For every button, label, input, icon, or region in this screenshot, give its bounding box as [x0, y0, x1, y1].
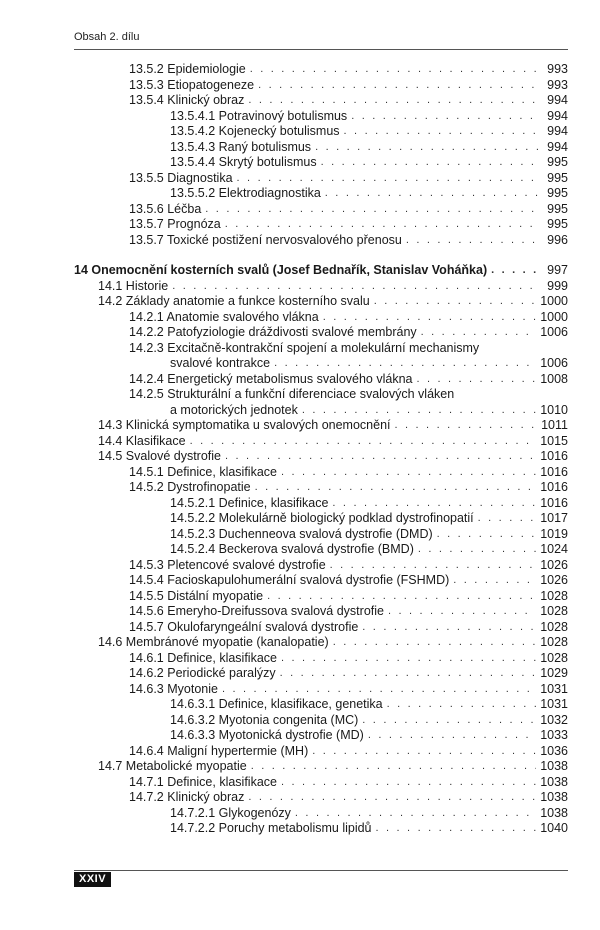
toc-entry-label: 14.6.2 Periodické paralýzy — [129, 666, 276, 680]
toc-entry-label: 13.5.2 Epidemiologie — [129, 62, 246, 76]
toc-entry — [74, 604, 568, 620]
toc-entry-label: 14.5.2 Dystrofinopatie — [129, 480, 251, 494]
toc-entry — [74, 325, 568, 341]
dot-leader — [315, 140, 540, 156]
toc-entry-label: 14.6 Membránové myopatie (kanalopatie) — [98, 635, 329, 649]
toc-page-number: 1038 — [540, 774, 568, 789]
toc-entry — [74, 310, 568, 326]
dot-leader — [332, 496, 536, 512]
toc-page-number: 1028 — [540, 619, 568, 634]
toc-entry-label: 14.5.1 Definice, klasifikace — [129, 464, 277, 479]
toc-page-number: 995 — [547, 170, 568, 185]
dot-leader — [274, 356, 536, 372]
toc-entry — [74, 155, 568, 171]
dot-leader — [491, 263, 540, 279]
toc-entry — [74, 635, 568, 651]
toc-entry-label: 14.5.7 Okulofaryngeální svalová dystrofie — [129, 619, 359, 634]
dot-leader — [295, 806, 536, 822]
dot-leader — [362, 620, 536, 636]
toc-entry — [74, 728, 568, 744]
toc-entry-label: 13.5.4.2 Kojenecký botulismus — [170, 124, 340, 138]
toc-page-number: 1029 — [540, 666, 568, 680]
toc-page-number: 1038 — [540, 790, 568, 804]
toc-entry-label: a motorických jednotek — [170, 402, 298, 417]
toc-page-number: 1026 — [540, 557, 568, 572]
toc-entry — [74, 759, 568, 775]
dot-leader — [374, 294, 537, 310]
toc-entry-label: 14.1 Historie — [98, 278, 169, 293]
dot-leader — [190, 434, 537, 450]
toc-page-number: 1016 — [540, 480, 568, 494]
toc-entry-label: 14.7.2.1 Glykogenózy — [170, 805, 291, 820]
dot-leader — [325, 186, 540, 202]
toc-page-number: 1024 — [540, 542, 568, 556]
toc-entry — [74, 62, 568, 78]
toc-page-number: 996 — [547, 232, 568, 247]
toc-entry-label: 14.7 Metabolické myopatie — [98, 759, 247, 773]
toc-entry — [74, 821, 568, 837]
toc-page-number: 994 — [547, 108, 568, 123]
toc-page-number: 1006 — [540, 325, 568, 339]
toc-page-number: 1038 — [540, 805, 568, 820]
toc-entry-label: svalové kontrakce — [170, 356, 271, 370]
toc-page-number: 1000 — [540, 294, 568, 308]
toc-entry-label: 14.5.2.3 Duchenneova svalová dystrofie (DMD) — [170, 526, 433, 541]
toc-page-number: 995 — [547, 201, 568, 216]
dot-leader — [251, 759, 536, 775]
dot-leader — [281, 775, 536, 791]
toc-entry — [74, 124, 568, 140]
dot-leader — [344, 124, 540, 140]
dot-leader — [237, 171, 540, 187]
dot-leader — [258, 78, 540, 94]
toc-entry — [74, 403, 568, 419]
toc-entry-label: 14 Onemocnění kosterních svalů (Josef Bednařík, Stanislav Voháňka) — [74, 263, 488, 277]
dot-leader — [406, 233, 540, 249]
toc-entry — [74, 434, 568, 450]
toc-entry — [74, 93, 568, 109]
toc-entry-label: 14.5.4 Facioskapulohumerální svalová dystrofie (FSHMD) — [129, 573, 450, 587]
toc-entry-label: 13.5.4.1 Potravinový botulismus — [170, 108, 348, 123]
toc-entry-label: 14.7.2 Klinický obraz — [129, 790, 245, 804]
toc-entry-label: 13.5.6 Léčba — [129, 201, 202, 216]
dot-leader — [312, 744, 536, 760]
toc-entry — [74, 480, 568, 496]
toc-entry — [74, 372, 568, 388]
toc-entry — [74, 620, 568, 636]
toc-page-number: 999 — [547, 278, 568, 293]
toc-entry-label: 13.5.7 Toxické postižení nervosvalového přenosu — [129, 232, 402, 247]
toc-entry — [74, 387, 568, 403]
toc-entry — [74, 171, 568, 187]
toc-page-number: 1028 — [540, 588, 568, 603]
toc-entry — [74, 341, 568, 357]
toc-entry — [74, 666, 568, 682]
header-rule — [74, 49, 568, 50]
toc-entry — [74, 140, 568, 156]
toc-page-number: 1028 — [540, 635, 568, 649]
toc-entry — [74, 449, 568, 465]
toc-page-number: 1033 — [540, 728, 568, 742]
toc-entry-label: 14.5.6 Emeryho-Dreifussova svalová dystrofie — [129, 604, 384, 618]
toc-entry-label: 14.6.3 Myotonie — [129, 681, 218, 696]
toc-entry — [74, 806, 568, 822]
toc-entry-label: 14.2.5 Strukturální a funkční diferenciace svalových vláken — [129, 387, 455, 401]
dot-leader — [280, 666, 537, 682]
dot-leader — [255, 480, 537, 496]
toc-entry-label: 14.5.2.4 Beckerova svalová dystrofie (BMD) — [170, 542, 414, 556]
toc-entry — [74, 589, 568, 605]
toc-page-number: 995 — [547, 155, 568, 169]
dot-leader — [281, 651, 536, 667]
dot-leader — [437, 527, 537, 543]
dot-leader — [368, 728, 536, 744]
toc-page-number: 1028 — [540, 604, 568, 618]
toc-entry — [74, 78, 568, 94]
toc-page-number: 1016 — [540, 464, 568, 479]
toc-page-number: 993 — [547, 77, 568, 92]
toc-entry-label: 14.6.3.1 Definice, klasifikace, genetika — [170, 697, 383, 711]
toc-entry-label: 13.5.5 Diagnostika — [129, 170, 233, 185]
toc-entry-label: 14.7.2.2 Poruchy metabolismu lipidů — [170, 821, 372, 835]
toc-entry-label: 14.2 Základy anatomie a funkce kosterního svalu — [98, 294, 370, 308]
toc-page-number: 994 — [547, 93, 568, 107]
toc-page-number: 994 — [547, 139, 568, 154]
toc-entry — [74, 233, 568, 249]
dot-leader — [351, 109, 540, 125]
toc-entry — [74, 496, 568, 512]
toc-page-number: 1040 — [540, 821, 568, 835]
toc-chapter-entry — [74, 263, 568, 279]
toc-entry-label: 14.5.2.2 Molekulárně biologický podklad dystrofinopatií — [170, 511, 474, 525]
toc-page-number: 1026 — [540, 573, 568, 587]
toc-entry — [74, 558, 568, 574]
dot-leader — [453, 573, 536, 589]
dot-leader — [416, 372, 536, 388]
toc-entry-label: 14.4 Klasifikace — [98, 433, 186, 448]
dot-leader — [205, 202, 540, 218]
toc-page-number: 997 — [547, 263, 568, 277]
toc-page-number: 994 — [547, 124, 568, 138]
toc-page-number: 1017 — [540, 511, 568, 525]
toc-entry — [74, 527, 568, 543]
toc-entry — [74, 186, 568, 202]
toc-page-number: 1031 — [540, 697, 568, 711]
toc-page-number: 995 — [547, 217, 568, 231]
toc-entry-label: 14.7.1 Definice, klasifikace — [129, 774, 277, 789]
toc-page-number: 1036 — [540, 743, 568, 758]
toc-entry — [74, 109, 568, 125]
toc-entry-label: 13.5.7 Prognóza — [129, 217, 221, 231]
toc-page-number: 1015 — [540, 433, 568, 448]
dot-leader — [362, 713, 536, 729]
toc-entry — [74, 217, 568, 233]
toc-entry — [74, 697, 568, 713]
dot-leader — [323, 310, 536, 326]
toc-page-number: 1019 — [540, 526, 568, 541]
toc-entry-label: 14.3 Klinická symptomatika u svalových onemocnění — [98, 418, 391, 432]
toc-entry — [74, 418, 568, 434]
toc-entry-label: 14.5.5 Distální myopatie — [129, 588, 264, 603]
toc-entry — [74, 713, 568, 729]
footer-rule — [74, 870, 568, 871]
dot-leader — [478, 511, 537, 527]
toc-page-number: 1031 — [540, 681, 568, 696]
toc-entry-label: 14.2.3 Excitačně-kontrakční spojení a molekulární mechanismy — [129, 340, 480, 355]
dot-leader — [330, 558, 537, 574]
toc-entry-label: 14.6.4 Maligní hypertermie (MH) — [129, 743, 309, 758]
toc-entry-label: 14.5.2.1 Definice, klasifikace — [170, 495, 329, 510]
dot-leader — [172, 279, 540, 295]
toc-entry — [74, 790, 568, 806]
toc-entry — [74, 202, 568, 218]
toc-entry-label: 14.2.2 Patofyziologie dráždivosti svalové membrány — [129, 325, 417, 339]
toc-entry-label: 14.5 Svalové dystrofie — [98, 449, 221, 463]
dot-leader — [418, 542, 536, 558]
toc-entry-label: 14.2.4 Energetický metabolismus svalového vlákna — [129, 371, 413, 386]
toc-entry-label: 13.5.4 Klinický obraz — [129, 93, 245, 107]
table-of-contents — [74, 62, 568, 837]
toc-page-number: 1011 — [541, 418, 568, 432]
running-header: Obsah 2. dílu — [74, 31, 140, 43]
toc-entry-label: 14.2.1 Anatomie svalového vlákna — [129, 309, 319, 324]
toc-page-number: 1032 — [540, 712, 568, 727]
toc-entry — [74, 542, 568, 558]
toc-entry — [74, 511, 568, 527]
page-folio: XXIV — [74, 872, 111, 887]
toc-entry-label: 14.6.3.2 Myotonia congenita (MC) — [170, 712, 359, 727]
dot-leader — [333, 635, 537, 651]
dot-leader — [321, 155, 540, 171]
toc-page-number: 1000 — [540, 309, 568, 324]
dot-leader — [395, 418, 538, 434]
toc-entry-label: 13.5.5.2 Elektrodiagnostika — [170, 186, 321, 200]
toc-page-number: 1016 — [540, 495, 568, 510]
toc-entry-label: 14.5.3 Pletencové svalové dystrofie — [129, 557, 326, 572]
toc-entry — [74, 651, 568, 667]
toc-page-number: 1010 — [540, 402, 568, 417]
toc-entry — [74, 744, 568, 760]
dot-leader — [248, 790, 536, 806]
dot-leader — [421, 325, 537, 341]
toc-page-number: 1038 — [540, 759, 568, 773]
toc-entry-label: 14.6.1 Definice, klasifikace — [129, 650, 277, 665]
dot-leader — [250, 62, 540, 78]
dot-leader — [388, 604, 536, 620]
toc-page-number: 995 — [547, 186, 568, 200]
dot-leader — [225, 449, 536, 465]
toc-entry — [74, 573, 568, 589]
toc-entry-label: 13.5.4.4 Skrytý botulismus — [170, 155, 317, 169]
dot-leader — [281, 465, 536, 481]
toc-entry-label: 13.5.4.3 Raný botulismus — [170, 139, 312, 154]
dot-leader — [267, 589, 536, 605]
toc-entry — [74, 279, 568, 295]
dot-leader — [376, 821, 537, 837]
toc-entry — [74, 356, 568, 372]
dot-leader — [248, 93, 540, 109]
dot-leader — [302, 403, 536, 419]
toc-page-number: 1028 — [540, 650, 568, 665]
toc-entry — [74, 775, 568, 791]
dot-leader — [222, 682, 536, 698]
toc-entry — [74, 294, 568, 310]
toc-entry — [74, 682, 568, 698]
toc-page-number: 1008 — [540, 371, 568, 386]
toc-page-number: 1016 — [540, 449, 568, 463]
dot-leader — [387, 697, 537, 713]
toc-page-number: 993 — [547, 62, 568, 76]
toc-entry-label: 14.6.3.3 Myotonická dystrofie (MD) — [170, 728, 364, 742]
toc-entry-label: 13.5.3 Etiopatogeneze — [129, 77, 255, 92]
toc-entry — [74, 465, 568, 481]
dot-leader — [225, 217, 540, 233]
toc-page-number: 1006 — [540, 356, 568, 370]
